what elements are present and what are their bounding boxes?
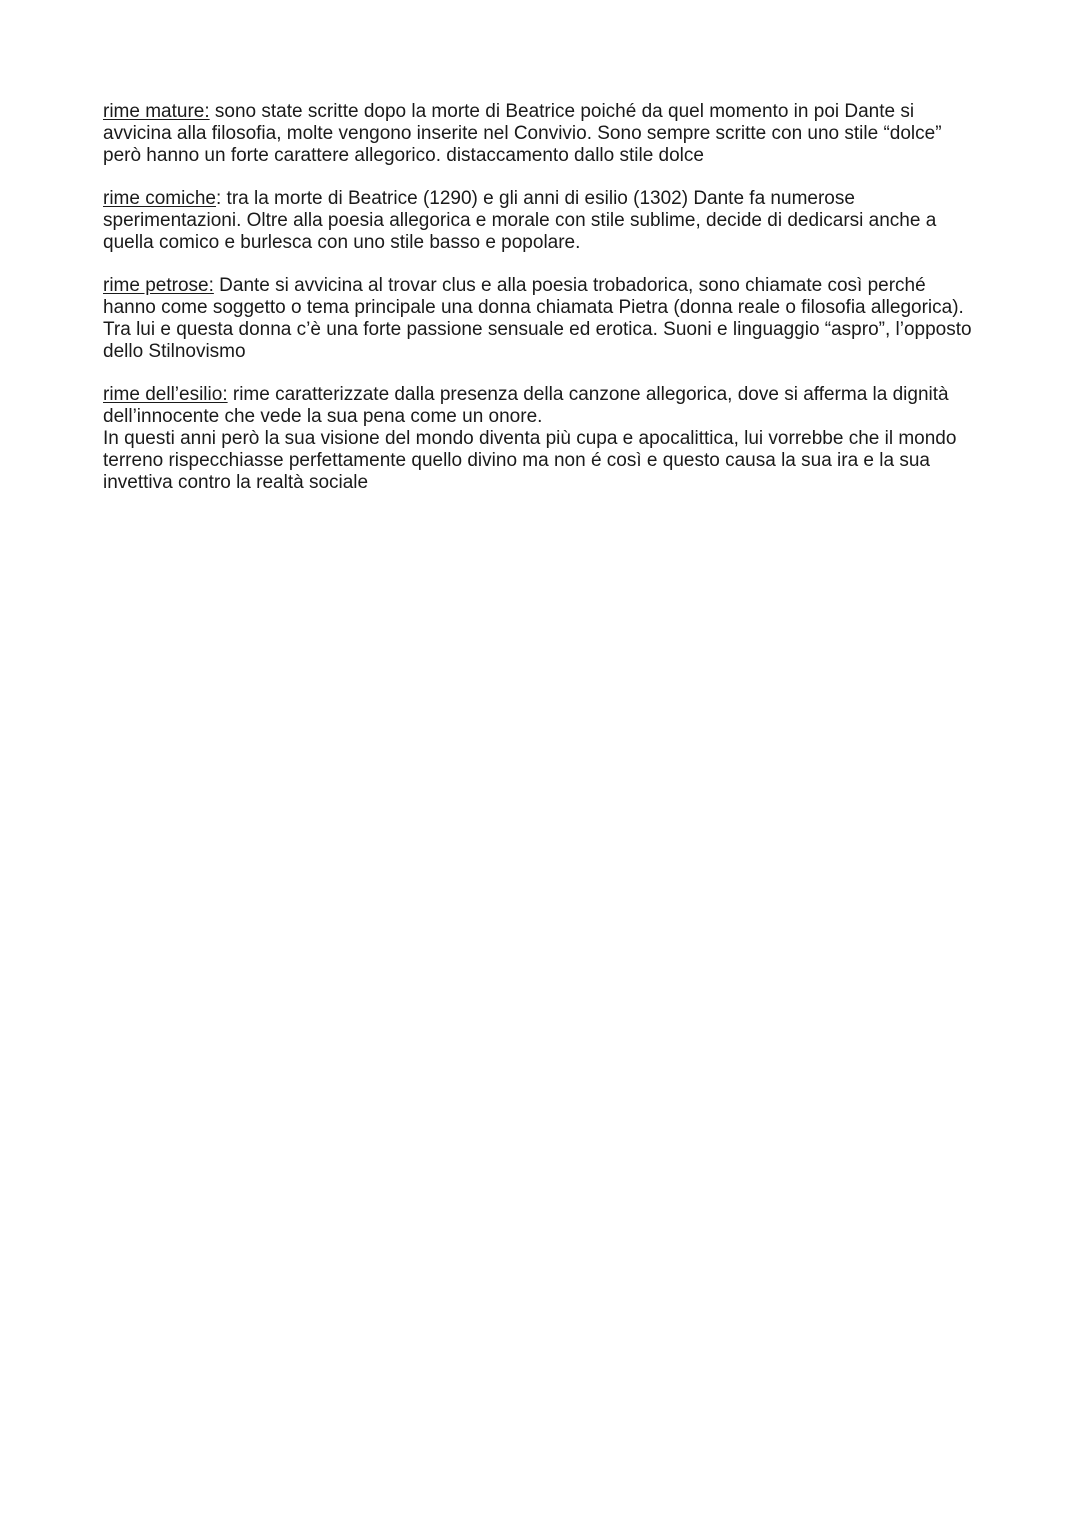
section-text: sono state scritte dopo la morte di Beatrice poiché da quel momento in poi Dante si avvicina alla filosofia, molte vengono inserite nel Convivio. Sono sempre scritte con uno stile “dolce” però hanno un forte carattere allegorico. distaccamento dallo stile dolce [103,101,942,166]
section-text: rime caratterizzate dalla presenza della canzone allegorica, dove si afferma la dignità dell’innocente che vede la sua pena come un onore. [103,384,949,427]
section-paragraph [103,384,983,428]
section-text: Dante si avvicina al trovar clus e alla poesia trobadorica, sono chiamate così perché hanno come soggetto o tema principale una donna chiamata Pietra (donna reale o filosofia allegorica). Tra lui e questa donna c’è una forte passione sensuale ed erotica. Suoni e linguaggio “aspro”, l’opposto dello Stilnovismo [103,275,972,362]
section-paragraph [103,275,983,363]
section-paragraph [103,188,983,254]
section-paragraph-continued: In questi anni però la sua visione del mondo diventa più cupa e apocalittica, lui vorrebbe che il mondo terreno rispecchiasse perfettamente quello divino ma non é così e questo causa la sua ira e la sua invettiva contro la realtà sociale [103,428,957,493]
section-heading: rime dell’esilio: [103,384,228,405]
section-heading: rime petrose: [103,275,214,296]
section-heading: rime comiche [103,188,216,209]
section-rime-mature [103,101,983,167]
section-paragraph [103,101,983,167]
section-text: : tra la morte di Beatrice (1290) e gli anni di esilio (1302) Dante fa numerose sperimentazioni. Oltre alla poesia allegorica e morale con stile sublime, decide di dedicarsi anche a quella comico e burlesca con uno stile basso e popolare. [103,188,937,253]
document-page [103,101,983,515]
section-rime-esilio [103,384,983,494]
section-rime-petrose [103,275,983,363]
section-heading: rime mature: [103,101,210,122]
section-rime-comiche [103,188,983,254]
